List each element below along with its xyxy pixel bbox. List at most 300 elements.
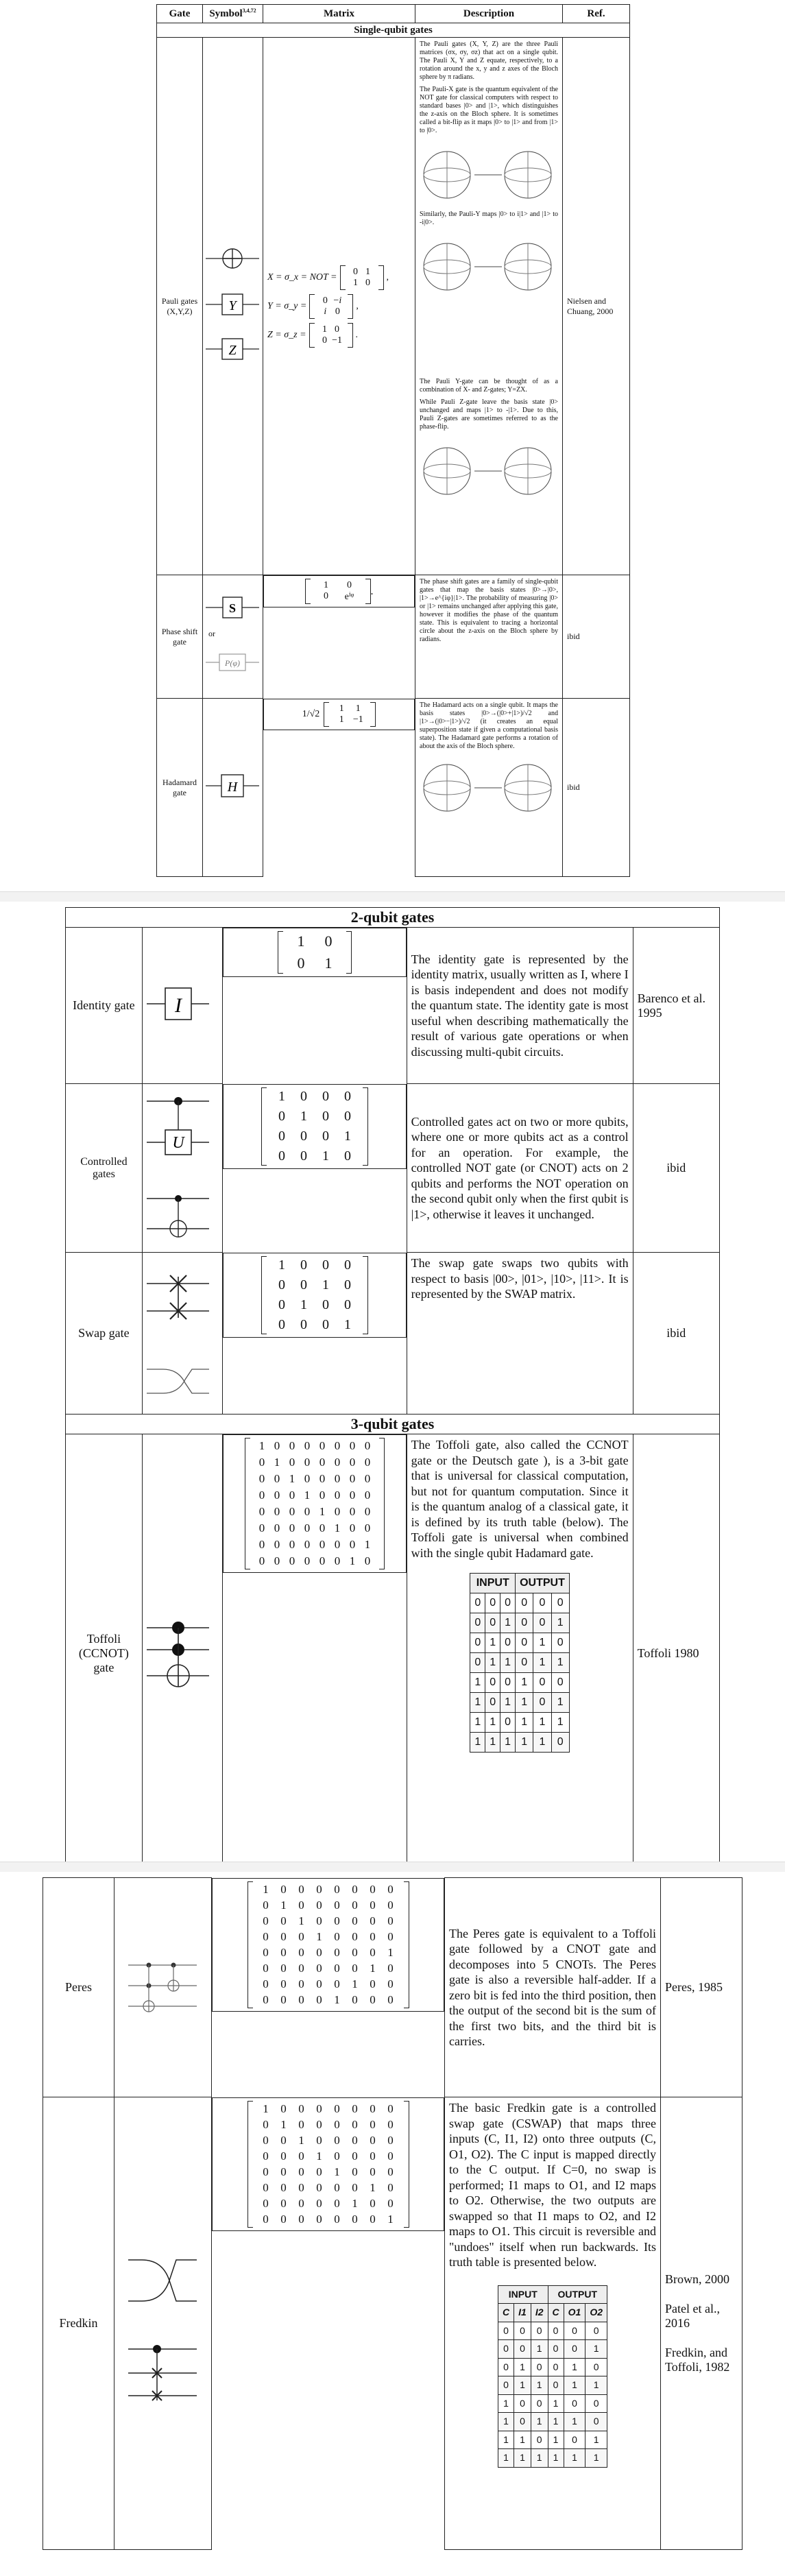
toffoli-tt-cell: 1 — [516, 1673, 533, 1693]
toffoli-tt-row — [470, 1653, 570, 1673]
toffoli-matrix-cell-2-2: 1 — [289, 1472, 295, 1485]
toffoli-matrix-cell-6-2: 0 — [289, 1538, 295, 1551]
fredkin-matrix-cell-4-5: 0 — [352, 2165, 358, 2178]
fredkin-tt-cell: 0 — [548, 2322, 564, 2340]
identity-matrix-cell-1-1: 1 — [324, 954, 333, 972]
toffoli-tt-cell: 0 — [516, 1593, 533, 1613]
peres-matrix-cell-3-6: 0 — [370, 1929, 376, 1943]
swap-matrix-cell-0-0: 1 — [278, 1257, 285, 1273]
toffoli-tt-cell: 0 — [470, 1653, 485, 1673]
toffoli-matrix-cell-7-4: 0 — [319, 1554, 326, 1567]
toffoli-tt-cell: 0 — [533, 1593, 551, 1613]
svg-text:Y: Y — [228, 298, 237, 313]
toffoli-tt-cell: 1 — [551, 1713, 569, 1733]
pauli-gate-name: Pauli gates (X,Y,Z) — [157, 38, 203, 575]
hadamard-circuit-symbol — [203, 765, 262, 806]
fredkin-tt-cell: 1 — [585, 2431, 607, 2449]
fredkin-matrix-cell-7-6: 0 — [370, 2212, 376, 2226]
peres-matrix-cell-7-7: 0 — [387, 1993, 394, 2006]
peres-matrix-cell-2-6: 0 — [370, 1914, 376, 1927]
page-2 — [0, 902, 785, 1862]
fredkin-matrix-cell-6-6: 0 — [370, 2196, 376, 2210]
fredkin-matrix-cell-2-3: 0 — [316, 2133, 322, 2147]
toffoli-matrix-cell-3-6: 0 — [349, 1489, 356, 1502]
identity-matrix-cell-0-1: 0 — [324, 932, 333, 950]
fredkin-tt-cell: 1 — [531, 2413, 548, 2431]
phase-description: The phase shift gates are a family of single-qubit gates that map the basis states |0>→|0>, |1>→e^{iφ}|1>. The probability of measuring |0> or |1> remains unchanged after applying this gate, however it modifies the phase of the quantum state. This is equivalent to tracing a horizontal circle about the z-axis on the Bloch sphere by radians. — [415, 575, 563, 699]
swap-matrix-cell-1-2: 1 — [322, 1277, 329, 1292]
peres-matrix-cell-6-4: 0 — [334, 1977, 340, 1990]
fredkin-tt-row — [498, 2322, 607, 2340]
controlled-matrix-cell-0-1: 0 — [300, 1088, 307, 1104]
hadamard-prefix: 1/√2 — [302, 708, 320, 719]
toffoli-matrix-cell-5-2: 0 — [289, 1521, 295, 1534]
peres-matrix-cell-3-4: 0 — [334, 1929, 340, 1943]
fredkin-matrix-cell-2-0: 0 — [263, 2133, 269, 2147]
fredkin-matrix-cell-5-1: 0 — [280, 2180, 287, 2194]
toffoli-matrix-cell-1-3: 0 — [304, 1456, 311, 1469]
toffoli-tt-cell: 0 — [470, 1633, 485, 1653]
swap-matrix-cell-3-1: 0 — [300, 1316, 307, 1332]
peres-matrix-cell-4-1: 0 — [280, 1945, 287, 1959]
controlled-matrix-cell-0-0: 1 — [278, 1088, 285, 1104]
toffoli-matrix-cell-5-3: 0 — [304, 1521, 311, 1534]
fredkin-matrix-cell-4-4: 1 — [334, 2165, 340, 2178]
toffoli-matrix-cell-1-4: 0 — [319, 1456, 326, 1469]
peres-matrix-cell-2-5: 0 — [352, 1914, 358, 1927]
fredkin-matrix-cell-1-3: 0 — [316, 2117, 322, 2131]
toffoli-ref: Toffoli 1980 — [633, 1434, 719, 1873]
toffoli-matrix-cell-0-7: 0 — [364, 1439, 371, 1452]
toffoli-matrix-cell-0-0: 1 — [258, 1439, 265, 1452]
page-separator-2 — [0, 1862, 785, 1873]
swap-matrix — [223, 1253, 406, 1338]
toffoli-tt-row — [470, 1633, 570, 1653]
toffoli-tt-cell: 0 — [470, 1613, 485, 1633]
hadamard-description — [415, 699, 563, 877]
peres-matrix-cell-4-0: 0 — [263, 1945, 269, 1959]
toffoli-matrix-cell-2-3: 0 — [304, 1472, 311, 1485]
phase-matrix-cell-0-1: 0 — [347, 580, 352, 590]
toffoli-matrix-cell-4-3: 0 — [304, 1505, 311, 1518]
fredkin-matrix-cell-3-1: 0 — [280, 2149, 287, 2163]
fredkin-tt-cell: 0 — [548, 2358, 564, 2376]
fredkin-tt-cell: 1 — [498, 2449, 514, 2468]
fredkin-tt-cell: 1 — [498, 2394, 514, 2413]
fredkin-matrix-cell-0-4: 0 — [334, 2102, 340, 2115]
peres-matrix-cell-3-1: 0 — [280, 1929, 287, 1943]
fredkin-matrix-cell-6-0: 0 — [263, 2196, 269, 2210]
toffoli-matrix-cell-0-5: 0 — [334, 1439, 341, 1452]
peres-matrix-cell-5-6: 1 — [370, 1961, 376, 1975]
bloch-sphere-x-figure — [420, 139, 557, 208]
fredkin-matrix-cell-1-6: 0 — [370, 2117, 376, 2131]
fredkin-matrix-cell-6-2: 0 — [298, 2196, 304, 2210]
toffoli-tt-cell: 0 — [485, 1613, 500, 1633]
pauli-ref: Nielsen and Chuang, 2000 — [563, 38, 630, 575]
fredkin-matrix-cell-3-0: 0 — [263, 2149, 269, 2163]
controlled-matrix-cell-3-2: 1 — [322, 1148, 329, 1164]
toffoli-tt-cell: 0 — [551, 1633, 569, 1653]
controlled-ref: ibid — [633, 1084, 719, 1253]
identity-description: The identity gate is represented by the identity matrix, usually written as I, where I is basis independent and does not modify the quantum state. The identity gate is most useful when describing mathematically the result of various gate operations or when discussing multi-qubit circuits. — [407, 928, 633, 1084]
phase-symbols: S P(φ) or — [203, 575, 263, 699]
fredkin-tt-cell: 0 — [514, 2413, 531, 2431]
toffoli-matrix-cell-5-1: 0 — [274, 1521, 280, 1534]
toffoli-matrix-cell-4-0: 0 — [258, 1505, 265, 1518]
fredkin-tt-cell: 0 — [531, 2358, 548, 2376]
toffoli-matrix-cell-4-7: 0 — [364, 1505, 371, 1518]
toffoli-tt-row — [470, 1613, 570, 1633]
toffoli-tt-cell: 0 — [485, 1673, 500, 1693]
fredkin-matrix-cell-0-5: 0 — [352, 2102, 358, 2115]
fredkin-matrix-cell-6-1: 0 — [280, 2196, 287, 2210]
toffoli-matrix-cell-4-2: 0 — [289, 1505, 295, 1518]
toffoli-tt-cell: 0 — [533, 1693, 551, 1713]
fredkin-matrix-cell-4-3: 0 — [316, 2165, 322, 2178]
hadamard-matrix-cell-0-0: 1 — [339, 703, 344, 714]
toffoli-tt-cell: 0 — [500, 1633, 516, 1653]
page-3 — [0, 1872, 785, 2576]
svg-text:U: U — [172, 1134, 184, 1152]
toffoli-tt-cell: 1 — [533, 1653, 551, 1673]
hadamard-matrix-cell-1-0: 1 — [339, 714, 344, 725]
toffoli-matrix-cell-7-5: 0 — [334, 1554, 341, 1567]
toffoli-matrix-cell-6-1: 0 — [274, 1538, 280, 1551]
toffoli-matrix-cell-5-4: 0 — [319, 1521, 326, 1534]
toffoli-tt-cell: 0 — [551, 1593, 569, 1613]
fredkin-matrix-cell-0-1: 0 — [280, 2102, 287, 2115]
peres-matrix-cell-6-1: 0 — [280, 1977, 287, 1990]
peres-matrix-cell-2-4: 0 — [334, 1914, 340, 1927]
fredkin-tt-cell: 1 — [498, 2413, 514, 2431]
header-gate: Gate — [157, 5, 203, 23]
fredkin-matrix-cell-2-5: 0 — [352, 2133, 358, 2147]
svg-text:I: I — [174, 994, 182, 1017]
peres-matrix-cell-4-5: 0 — [352, 1945, 358, 1959]
fredkin-matrix — [212, 2097, 444, 2231]
fredkin-tt-cell: 0 — [498, 2340, 514, 2359]
pauli-desc-1: The Pauli gates (X, Y, Z) are the three Pauli matrices (σx, σy, σz) that act on a single qubit. The Pauli X, Y and Z equate, respectively, to a rotation around the x, y and z axes of the Bloch sphere by π radians. — [420, 40, 558, 81]
peres-matrix-cell-1-2: 0 — [298, 1898, 304, 1912]
peres-matrix-cell-1-4: 0 — [334, 1898, 340, 1912]
fredkin-tt-cell: 0 — [498, 2322, 514, 2340]
toffoli-matrix-cell-2-1: 0 — [274, 1472, 280, 1485]
toffoli-matrix-cell-1-1: 1 — [274, 1456, 280, 1469]
section-single-qubit: Single-qubit gates — [157, 23, 630, 38]
peres-matrix-cell-2-7: 0 — [387, 1914, 394, 1927]
fredkin-matrix-cell-1-5: 0 — [352, 2117, 358, 2131]
fredkin-tt-cell: 1 — [514, 2449, 531, 2468]
peres-matrix-cell-1-7: 0 — [387, 1898, 394, 1912]
header-ref: Ref. — [563, 5, 630, 23]
controlled-matrix-cell-3-0: 0 — [278, 1148, 285, 1164]
identity-circuit-symbol — [143, 976, 213, 1031]
bloch-sphere-z-figure — [420, 435, 557, 504]
toffoli-tt-cell: 0 — [485, 1693, 500, 1713]
fredkin-matrix-cell-0-0: 1 — [263, 2102, 269, 2115]
fredkin-tt-cell: 0 — [585, 2413, 607, 2431]
peres-ref: Peres, 1985 — [661, 1878, 742, 2097]
controlled-matrix-cell-2-0: 0 — [278, 1128, 285, 1144]
fredkin-tt-row — [498, 2449, 607, 2468]
toffoli-matrix-cell-7-3: 0 — [304, 1554, 311, 1567]
fredkin-ref-1: Brown, 2000 — [665, 2272, 729, 2286]
fredkin-matrix-cell-3-2: 0 — [298, 2149, 304, 2163]
pauli-desc-3: Similarly, the Pauli-Y maps |0> to i|1> and |1> to -i|0>. — [420, 210, 558, 226]
swap-matrix-cell-2-0: 0 — [278, 1297, 285, 1312]
fredkin-tt-cell: 0 — [564, 2431, 585, 2449]
controlled-matrix-cell-2-2: 0 — [322, 1128, 329, 1144]
swap-matrix-cell-2-3: 0 — [343, 1297, 351, 1312]
fredkin-matrix-cell-0-3: 0 — [316, 2102, 322, 2115]
swap-matrix-cell-1-1: 0 — [300, 1277, 307, 1292]
fredkin-matrix-cell-7-5: 0 — [352, 2212, 358, 2226]
fredkin-matrix-cell-6-4: 0 — [334, 2196, 340, 2210]
toffoli-matrix-cell-1-2: 0 — [289, 1456, 295, 1469]
svg-text:Z: Z — [228, 343, 237, 358]
controlled-matrix — [223, 1084, 406, 1169]
fredkin-tt-col-header: O2 — [585, 2304, 607, 2322]
peres-matrix-cell-3-0: 0 — [263, 1929, 269, 1943]
fredkin-matrix-cell-5-5: 0 — [352, 2180, 358, 2194]
fredkin-tt-cell: 1 — [585, 2340, 607, 2359]
fredkin-tt-cell: 1 — [585, 2449, 607, 2468]
header-symbol: Symbol$^{3,4,72}$ — [203, 5, 263, 23]
hadamard-matrix-cell-0-1: 1 — [355, 703, 361, 714]
peres-matrix-cell-1-6: 0 — [370, 1898, 376, 1912]
toffoli-matrix-cell-3-1: 0 — [274, 1489, 280, 1502]
fredkin-matrix-cell-6-5: 1 — [352, 2196, 358, 2210]
fredkin-matrix-cell-4-2: 0 — [298, 2165, 304, 2178]
toffoli-tt-row — [470, 1593, 570, 1613]
peres-matrix-cell-0-6: 0 — [370, 1882, 376, 1896]
fredkin-tt-cell: 1 — [585, 2376, 607, 2395]
peres-matrix-cell-5-4: 0 — [334, 1961, 340, 1975]
svg-text:S: S — [228, 601, 237, 615]
fredkin-tt-cell: 1 — [514, 2431, 531, 2449]
pauli-desc-4: The Pauli Y-gate can be thought of as a combination of X- and Z-gates; Y=ZX. — [420, 378, 558, 394]
identity-matrix-cell-0-0: 1 — [297, 932, 305, 950]
peres-matrix-cell-6-7: 0 — [387, 1977, 394, 1990]
peres-matrix-cell-7-3: 0 — [316, 1993, 322, 2006]
toffoli-matrix-cell-1-5: 0 — [334, 1456, 341, 1469]
phase-gate-name: Phase shift gate — [157, 575, 203, 699]
identity-gate-name: Identity gate — [66, 928, 143, 1084]
fredkin-tt-cell: 0 — [531, 2431, 548, 2449]
peres-matrix-cell-4-4: 0 — [334, 1945, 340, 1959]
peres-matrix-cell-0-1: 0 — [280, 1882, 287, 1896]
toffoli-circuit-symbol — [143, 1607, 213, 1696]
fredkin-matrix-cell-0-6: 0 — [370, 2102, 376, 2115]
toffoli-matrix-cell-6-4: 0 — [319, 1538, 326, 1551]
fredkin-matrix-cell-2-1: 0 — [280, 2133, 287, 2147]
fredkin-symbol — [114, 2097, 212, 2550]
toffoli-matrix-cell-4-1: 0 — [274, 1505, 280, 1518]
fredkin-tt-cell: 1 — [531, 2340, 548, 2359]
fredkin-tt-cell: 0 — [548, 2340, 564, 2359]
toffoli-tt-cell: 1 — [533, 1733, 551, 1753]
fredkin-matrix-cell-4-7: 0 — [387, 2165, 394, 2178]
fredkin-matrix-cell-2-2: 1 — [298, 2133, 304, 2147]
controlled-circuit-symbol — [143, 1087, 213, 1245]
toffoli-tt-cell: 1 — [500, 1653, 516, 1673]
peres-matrix-cell-0-7: 0 — [387, 1882, 394, 1896]
page-separator-1 — [0, 891, 785, 902]
toffoli-matrix-cell-7-1: 0 — [274, 1554, 280, 1567]
controlled-matrix-cell-1-3: 0 — [343, 1108, 351, 1124]
swap-gate-name: Swap gate — [66, 1253, 143, 1415]
toffoli-tt-cell: 1 — [500, 1733, 516, 1753]
fredkin-tt-cell: 1 — [548, 2413, 564, 2431]
fredkin-ref-2: Patel et al., 2016 — [665, 2302, 720, 2330]
pauli-matrices: X = σ_x = NOT = 0 1 1 0 , Y = σ_y = 0 −i i 0 , Z = σ_z = 1 0 0 −1 . — [263, 38, 415, 575]
toffoli-matrix-cell-3-5: 0 — [334, 1489, 341, 1502]
peres-matrix-cell-5-7: 0 — [387, 1961, 394, 1975]
fredkin-desc-text: The basic Fredkin gate is a controlled swap gate (CSWAP) that maps three inputs (C, I1, I2) onto three outputs (C, O1, O2). The C input is mapped directly to the C output. If C=0, no swap is performed; I1 maps to O1, and I2 maps to O2. Otherwise, the two outputs are swapped so that I1 maps to O2, and I2 maps to O1. This circuit is reversible and "undoes" itself when run backwards. Its truth table is presented below. — [449, 2101, 656, 2269]
swap-ref: ibid — [633, 1253, 719, 1415]
toffoli-matrix — [223, 1434, 406, 1573]
fredkin-tt-cell: 1 — [564, 2449, 585, 2468]
hadamard-matrix — [263, 699, 415, 730]
peres-matrix-cell-4-2: 0 — [298, 1945, 304, 1959]
fredkin-tt-col-header: O1 — [564, 2304, 585, 2322]
reversible-gates-table — [43, 1877, 742, 2550]
fredkin-tt-cell: 0 — [514, 2394, 531, 2413]
fredkin-tt-row — [498, 2376, 607, 2395]
toffoli-tt-cell: 0 — [500, 1673, 516, 1693]
toffoli-matrix-cell-3-2: 0 — [289, 1489, 295, 1502]
toffoli-matrix-cell-3-0: 0 — [258, 1489, 265, 1502]
controlled-description: Controlled gates act on two or more qubits, where one or more qubits act as a control for an operation. For example, the controlled NOT gate (or CNOT) acts on 2 qubits and performs the NOT operation on the second qubit only when the first qubit is |1>, otherwise it leaves it unchanged. — [407, 1084, 633, 1253]
peres-description: The Peres gate is equivalent to a Toffoli gate followed by a CNOT gate and decomposes into 5 CNOTs. The Peres gate is also a reversible half-adder. If a zero bit is fed into the third position, then the output of the second bit is the sum of the first two bits, and the third bit is carries. — [445, 1878, 661, 2097]
toffoli-matrix-cell-2-5: 0 — [334, 1472, 341, 1485]
fredkin-matrix-cell-7-2: 0 — [298, 2212, 304, 2226]
fredkin-matrix-cell-6-3: 0 — [316, 2196, 322, 2210]
toffoli-tt-cell: 1 — [485, 1653, 500, 1673]
fredkin-tt-cell: 0 — [585, 2322, 607, 2340]
peres-matrix-cell-5-3: 0 — [316, 1961, 322, 1975]
controlled-matrix-cell-1-2: 0 — [322, 1108, 329, 1124]
toffoli-tt-cell: 1 — [470, 1693, 485, 1713]
toffoli-matrix-cell-4-4: 1 — [319, 1505, 326, 1518]
swap-circuit-symbol — [143, 1256, 213, 1407]
toffoli-tt-cell: 1 — [500, 1693, 516, 1713]
toffoli-tt-cell: 1 — [516, 1733, 533, 1753]
peres-matrix-cell-0-2: 0 — [298, 1882, 304, 1896]
toffoli-matrix-cell-4-6: 0 — [349, 1505, 356, 1518]
fredkin-tt-cell: 0 — [585, 2358, 607, 2376]
fredkin-tt-row — [498, 2340, 607, 2359]
peres-matrix-cell-0-0: 1 — [263, 1882, 269, 1896]
peres-matrix-cell-6-5: 1 — [352, 1977, 358, 1990]
pauli-desc-5: While Pauli Z-gate leave the basis state |0> unchanged and maps |1> to -|1>. Due to this, Pauli Z-gates are sometimes referred to as the phase-flip. — [420, 398, 558, 431]
swap-matrix-cell-0-3: 0 — [343, 1257, 351, 1273]
fredkin-tt-col-header: I1 — [514, 2304, 531, 2322]
toffoli-tt-cell: 0 — [500, 1593, 516, 1613]
swap-matrix-cell-0-2: 0 — [322, 1257, 329, 1273]
pauli-desc-2: The Pauli-X gate is the quantum equivalent of the NOT gate for classical computers with respect to standard bases |0> and |1>, which distinguishes the z-axis on the Bloch sphere. It is sometimes called a bit-flip as it maps |0> to |1> and from |1> to |0>. — [420, 86, 558, 134]
fredkin-matrix-cell-7-7: 1 — [387, 2212, 394, 2226]
controlled-matrix-cell-0-2: 0 — [322, 1088, 329, 1104]
toffoli-tt-row — [470, 1673, 570, 1693]
fredkin-matrix-cell-6-7: 0 — [387, 2196, 394, 2210]
fredkin-matrix-cell-1-0: 0 — [263, 2117, 269, 2131]
identity-symbol — [142, 928, 222, 1084]
pauli-circuit-symbols — [203, 239, 262, 370]
fredkin-matrix-cell-3-6: 0 — [370, 2149, 376, 2163]
peres-matrix-cell-7-6: 0 — [370, 1993, 376, 2006]
identity-matrix-cell-1-0: 0 — [297, 954, 305, 972]
toffoli-matrix-cell-7-2: 0 — [289, 1554, 295, 1567]
swap-matrix-cell-1-0: 0 — [278, 1277, 285, 1292]
toffoli-tt-cell: 1 — [470, 1713, 485, 1733]
swap-matrix-cell-2-2: 0 — [322, 1297, 329, 1312]
page-1 — [0, 0, 785, 891]
pauli-description — [415, 38, 563, 575]
fredkin-gate-name: Fredkin — [43, 2097, 114, 2550]
toffoli-tt-cell: 0 — [470, 1593, 485, 1613]
peres-symbol — [114, 1878, 212, 2097]
toffoli-matrix-cell-6-6: 0 — [349, 1538, 356, 1551]
fredkin-matrix-cell-7-4: 0 — [334, 2212, 340, 2226]
peres-circuit-symbol — [114, 1948, 210, 2023]
fredkin-tt-cell: 1 — [514, 2358, 531, 2376]
toffoli-tt-output: OUTPUT — [516, 1574, 570, 1593]
fredkin-matrix-cell-3-4: 0 — [334, 2149, 340, 2163]
toffoli-matrix-cell-6-5: 0 — [334, 1538, 341, 1551]
peres-matrix-cell-3-3: 1 — [316, 1929, 322, 1943]
toffoli-matrix-cell-7-6: 1 — [349, 1554, 356, 1567]
peres-matrix-cell-7-1: 0 — [280, 1993, 287, 2006]
phase-matrix-cell-1-0: 0 — [324, 591, 328, 601]
toffoli-matrix-cell-6-7: 1 — [364, 1538, 371, 1551]
fredkin-tt-col-header: C — [498, 2304, 514, 2322]
toffoli-matrix-cell-5-0: 0 — [258, 1521, 265, 1534]
fredkin-matrix-cell-5-6: 1 — [370, 2180, 376, 2194]
fredkin-tt-cell: 1 — [531, 2376, 548, 2395]
toffoli-tt-cell: 1 — [470, 1673, 485, 1693]
section-three-qubit: 3-qubit gates — [66, 1415, 720, 1434]
peres-matrix-cell-3-7: 0 — [387, 1929, 394, 1943]
fredkin-matrix-cell-1-1: 1 — [280, 2117, 287, 2131]
fredkin-tt-col-header: I2 — [531, 2304, 548, 2322]
fredkin-tt-cell: 0 — [514, 2322, 531, 2340]
fredkin-matrix-cell-5-3: 0 — [316, 2180, 322, 2194]
toffoli-tt-input: INPUT — [470, 1574, 516, 1593]
pauli-symbols — [203, 38, 263, 575]
peres-matrix-cell-1-3: 0 — [316, 1898, 322, 1912]
toffoli-matrix-cell-5-7: 0 — [364, 1521, 371, 1534]
toffoli-matrix-cell-0-3: 0 — [304, 1439, 311, 1452]
controlled-matrix-cell-2-3: 1 — [343, 1128, 351, 1144]
toffoli-matrix-cell-6-0: 0 — [258, 1538, 265, 1551]
toffoli-tt-cell: 1 — [533, 1713, 551, 1733]
peres-gate-name: Peres — [43, 1878, 114, 2097]
toffoli-matrix-cell-5-6: 0 — [349, 1521, 356, 1534]
toffoli-tt-row — [470, 1733, 570, 1753]
toffoli-tt-cell: 1 — [516, 1713, 533, 1733]
toffoli-matrix-cell-2-7: 0 — [364, 1472, 371, 1485]
toffoli-tt-cell: 1 — [533, 1633, 551, 1653]
toffoli-matrix-cell-3-7: 0 — [364, 1489, 371, 1502]
fredkin-tt-row — [498, 2431, 607, 2449]
swap-matrix-cell-0-1: 0 — [300, 1257, 307, 1273]
fredkin-tt-cell: 1 — [564, 2376, 585, 2395]
peres-matrix-cell-4-3: 0 — [316, 1945, 322, 1959]
peres-matrix-cell-2-0: 0 — [263, 1914, 269, 1927]
phase-p-symbol: P(φ) — [225, 658, 240, 668]
